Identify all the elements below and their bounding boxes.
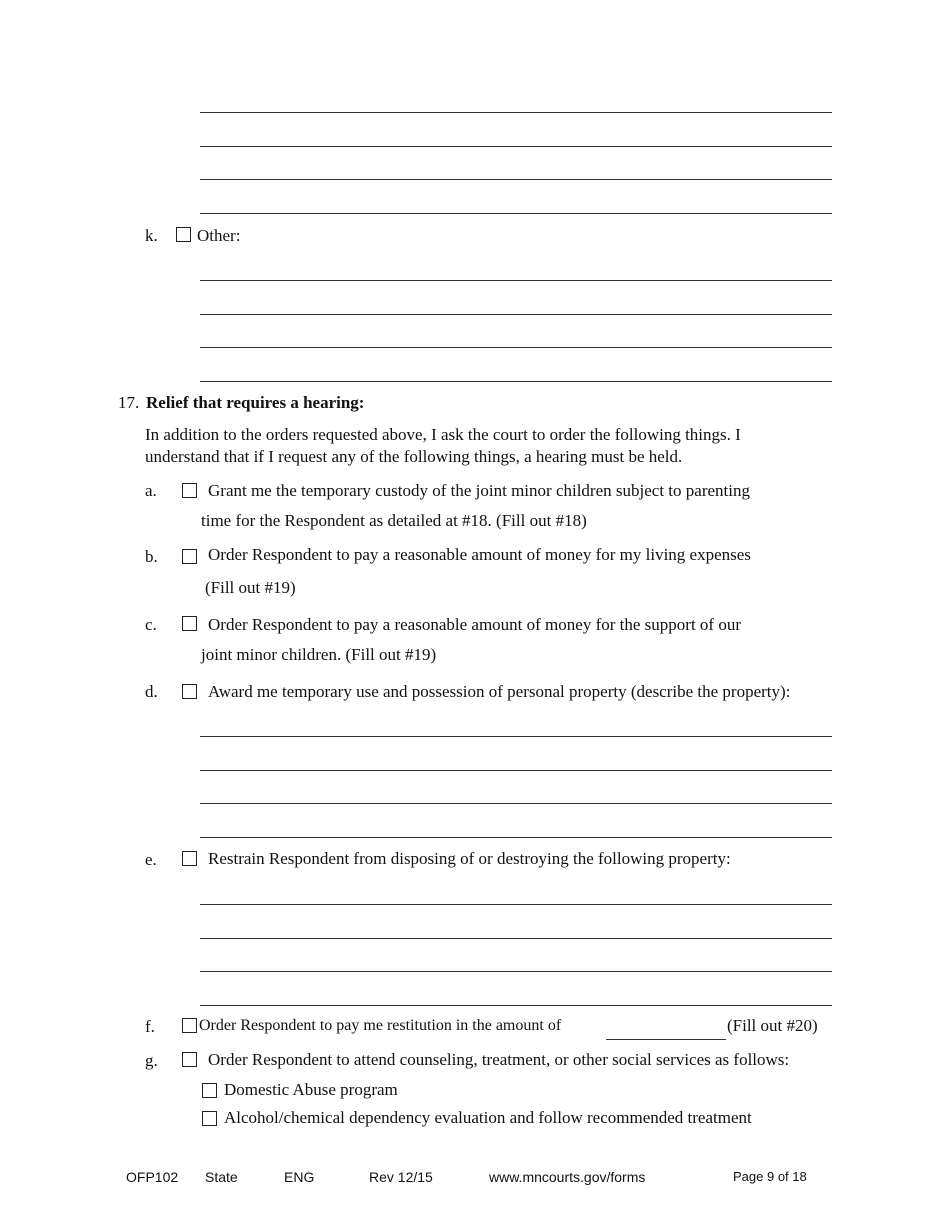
item-letter: a.	[145, 481, 157, 500]
footer-page-number: Page 9 of 18	[733, 1169, 807, 1184]
temporary-custody-label: Grant me the temporary custody of the joint minor children subject to parenting	[208, 481, 750, 500]
restitution-checkbox[interactable]	[182, 1018, 197, 1033]
footer-revision: Rev 12/15	[369, 1169, 433, 1185]
write-line[interactable]	[200, 381, 832, 382]
write-line[interactable]	[200, 736, 832, 737]
item-letter: e.	[145, 850, 157, 869]
write-line[interactable]	[200, 280, 832, 281]
restrain-disposing-checkbox[interactable]	[182, 851, 197, 866]
section-number: 17.	[118, 393, 140, 412]
item-letter: c.	[145, 615, 157, 634]
temporary-custody-checkbox[interactable]	[182, 483, 197, 498]
footer-url: www.mncourts.gov/forms	[489, 1169, 646, 1185]
item-letter: b.	[145, 547, 158, 566]
write-line[interactable]	[200, 904, 832, 905]
item-letter: k.	[145, 226, 158, 245]
section-title: Relief that requires a hearing:	[146, 393, 365, 412]
write-line[interactable]	[200, 179, 832, 180]
write-line[interactable]	[200, 146, 832, 147]
write-line[interactable]	[200, 837, 832, 838]
item-letter: d.	[145, 682, 158, 701]
personal-property-checkbox[interactable]	[182, 684, 197, 699]
footer-form-id: OFP102	[126, 1169, 179, 1185]
write-line[interactable]	[200, 347, 832, 348]
write-line[interactable]	[200, 938, 832, 939]
other-label: Other:	[197, 226, 241, 245]
chemical-dependency-checkbox[interactable]	[202, 1111, 217, 1126]
child-support-label: Order Respondent to pay a reasonable amount of money for the support of our	[208, 615, 741, 634]
write-line[interactable]	[200, 803, 832, 804]
write-line[interactable]	[200, 770, 832, 771]
personal-property-label: Award me temporary use and possession of personal property (describe the property):	[208, 682, 791, 701]
write-line[interactable]	[200, 213, 832, 214]
restitution-label: Order Respondent to pay me restitution in the amount of	[199, 1017, 562, 1034]
child-support-label-cont: joint minor children. (Fill out #19)	[201, 645, 437, 664]
counseling-label: Order Respondent to attend counseling, treatment, or other social services as follows:	[208, 1050, 790, 1069]
other-checkbox[interactable]	[176, 227, 191, 242]
write-line[interactable]	[200, 112, 832, 113]
chemical-dependency-label: Alcohol/chemical dependency evaluation and follow recommended treatment	[224, 1108, 752, 1127]
domestic-abuse-program-label: Domestic Abuse program	[224, 1080, 398, 1099]
section-intro-line1: In addition to the orders requested above, I ask the court to order the following things. I	[145, 425, 741, 444]
item-letter: g.	[145, 1051, 158, 1070]
restitution-amount-field[interactable]	[606, 1039, 726, 1040]
item-letter: f.	[145, 1017, 155, 1036]
living-expenses-label: Order Respondent to pay a reasonable amount of money for my living expenses	[208, 545, 751, 564]
child-support-checkbox[interactable]	[182, 616, 197, 631]
restitution-suffix: (Fill out #20)	[727, 1016, 818, 1035]
write-line[interactable]	[200, 971, 832, 972]
counseling-checkbox[interactable]	[182, 1052, 197, 1067]
footer-jurisdiction: State	[205, 1169, 238, 1185]
domestic-abuse-program-checkbox[interactable]	[202, 1083, 217, 1098]
footer-language: ENG	[284, 1169, 315, 1185]
restrain-disposing-label: Restrain Respondent from disposing of or destroying the following property:	[208, 849, 731, 868]
write-line[interactable]	[200, 1005, 832, 1006]
living-expenses-label-cont: (Fill out #19)	[205, 578, 296, 597]
write-line[interactable]	[200, 314, 832, 315]
temporary-custody-label-cont: time for the Respondent as detailed at #18. (Fill out #18)	[201, 511, 587, 530]
section-intro-line2: understand that if I request any of the following things, a hearing must be held.	[145, 447, 683, 466]
living-expenses-checkbox[interactable]	[182, 549, 197, 564]
